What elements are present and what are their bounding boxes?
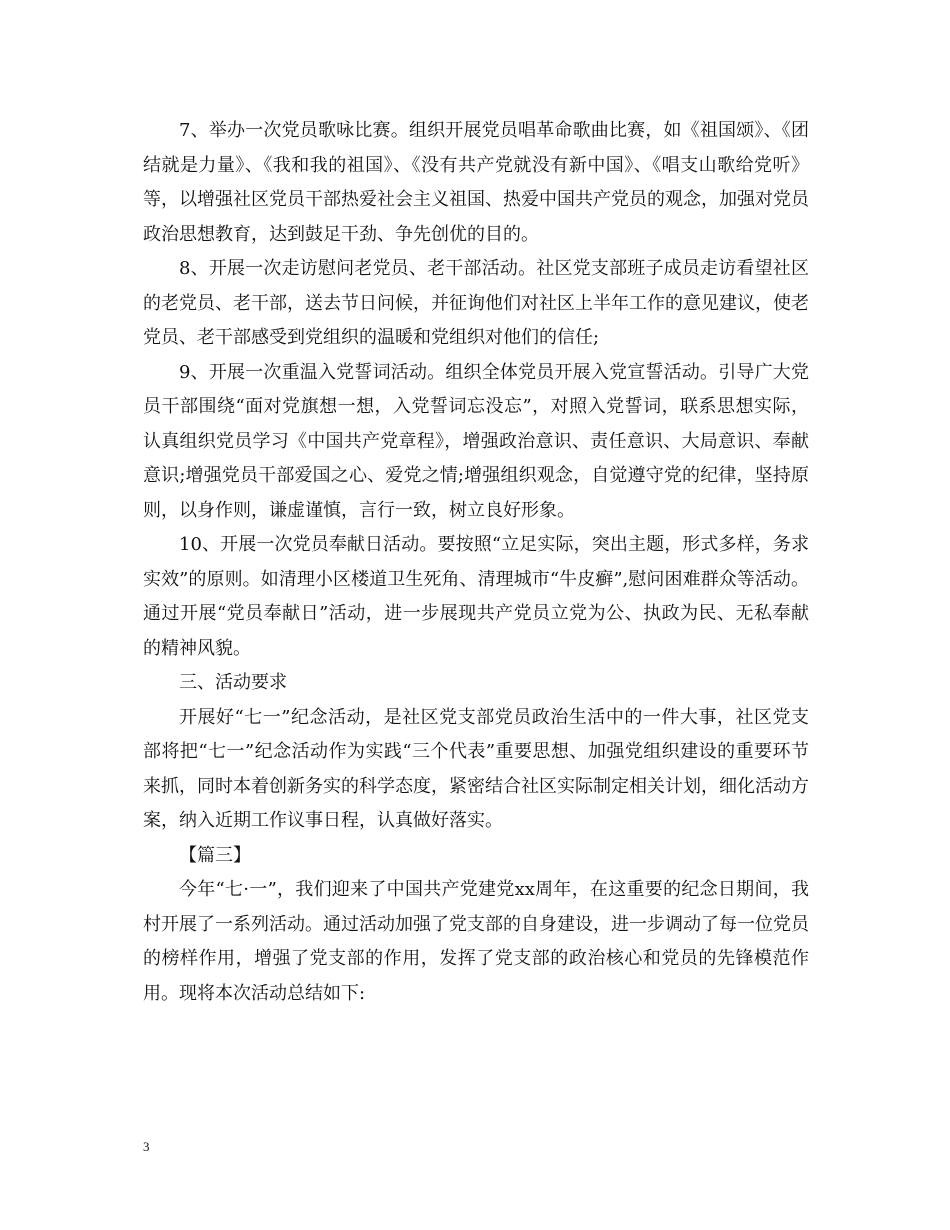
page-number: 3: [143, 1139, 150, 1154]
paragraph-requirements: 开展好“七一”纪念活动，是社区党支部党员政治生活中的一件大事，社区党支部将把“七一”纪念活动作为实践“三个代表”重要思想、加强党组织建设的重要环节来抓，同时本着创新务实的科学态度，紧密结合社区实际制定相关计划，细化活动方案，纳入近期工作议事日程，认真做好落实。: [143, 706, 809, 831]
section-heading-part-three: 【篇三】: [179, 844, 251, 866]
paragraph-item-9: 9、开展一次重温入党誓词活动。组织全体党员开展入党宣誓活动。引导广大党员干部围绕“面对党旗想一想，入党誓词忘没忘”，对照入党誓词，联系思想实际，认真组织党员学习《中国共产党章程》，增强政治意识、责任意识、大局意识、奉献意识;增强党员干部爱国之心、爱党之情;增强组织观念，自觉遵守党的纪律，坚持原则，以身作则，谦虚谨慎，言行一致，树立良好形象。: [143, 361, 809, 521]
section-heading-requirements: 三、活动要求: [179, 672, 287, 693]
paragraph-item-7: 7、举办一次党员歌咏比赛。组织开展党员唱革命歌曲比赛，如《祖国颂》、《团结就是力量》、《我和我的祖国》、《没有共产党就没有新中国》、《唱支山歌给党听》等，以增强社区党员干部热爱社会主义祖国、热爱中国共产党员的观念，加强对党员政治思想教育，达到鼓足干劲、争先创优的目的。: [143, 120, 809, 245]
paragraph-item-8: 8、开展一次走访慰问老党员、老干部活动。社区党支部班子成员走访看望社区的老党员、老干部，送去节日问候，并征询他们对社区上半年工作的意见建议，使老党员、老干部感受到党组织的温暖和党组织对他们的信任;: [143, 258, 809, 348]
paragraph-item-10: 10、开展一次党员奉献日活动。要按照“立足实际，突出主题，形式多样，务求实效”的原则。如清理小区楼道卫生死角、清理城市“牛皮癣”,慰问困难群众等活动。通过开展“党员奉献日”活动，进一步展现共产党员立党为公、执政为民、无私奉献的精神风貌。: [143, 534, 809, 659]
document-body: [143, 114, 809, 1011]
paragraph-part-three-intro: 今年“七·一”，我们迎来了中国共产党建党xx周年，在这重要的纪念日期间，我村开展了一系列活动。通过活动加强了党支部的自身建设，进一步调动了每一位党员的榜样作用，增强了党支部的作用，发挥了党支部的政治核心和党员的先锋模范作用。现将本次活动总结如下:: [143, 879, 809, 1004]
